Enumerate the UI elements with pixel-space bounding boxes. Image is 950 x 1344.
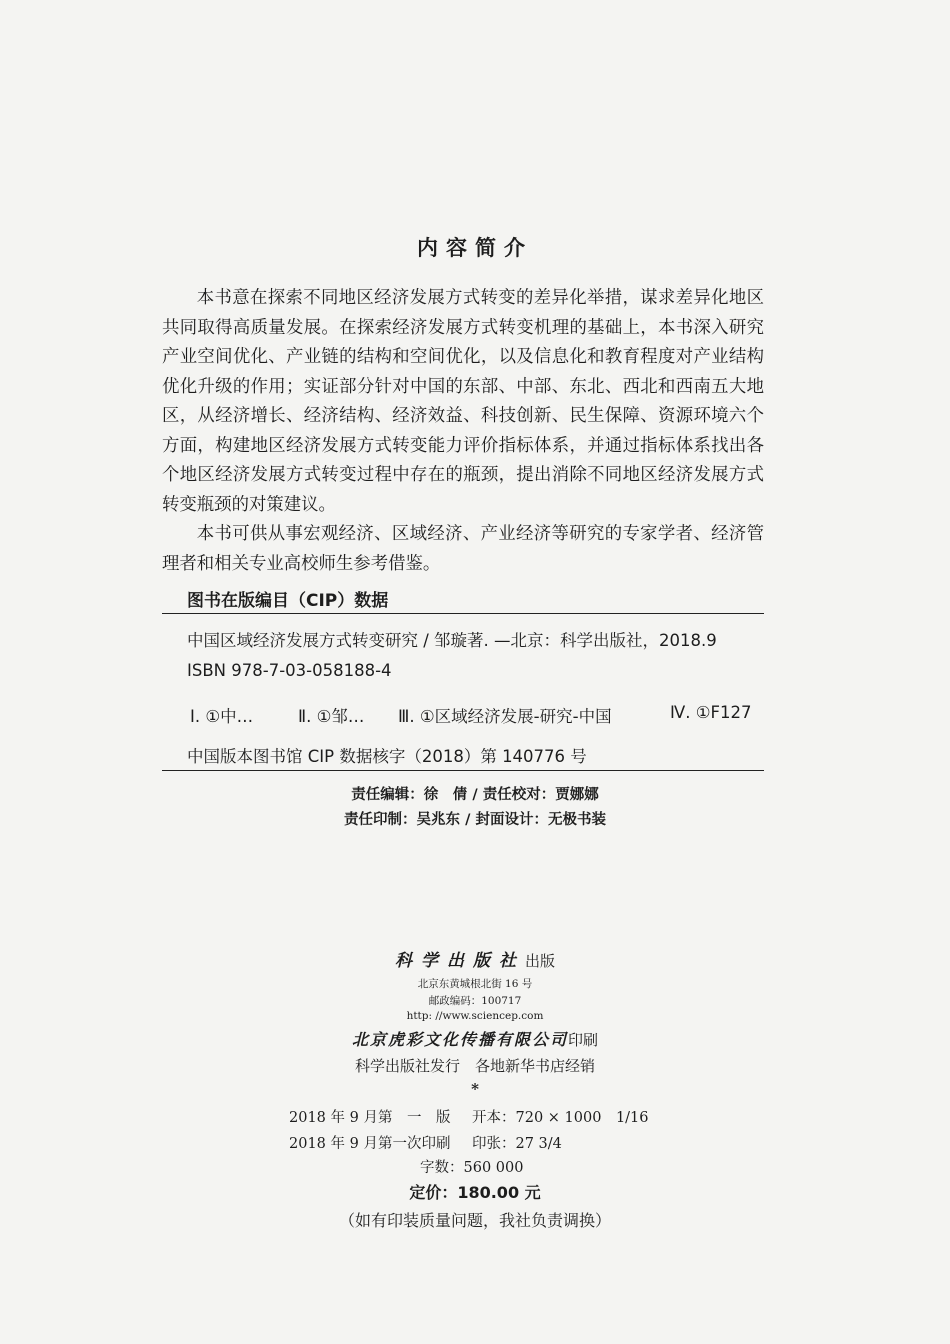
cip-class-3: Ⅲ. ①区域经济发展-研究-中国	[398, 707, 612, 726]
format: 开本：720 × 1000 1/16	[472, 1110, 649, 1126]
printer-line	[0, 1027, 950, 1050]
quality-notice: （如有印装质量问题，我社负责调换）	[338, 1211, 611, 1230]
editors-line-2: 责任印制：吴兆东 / 封面设计：无极书装	[344, 812, 606, 828]
cip-heading: 图书在版编目（CIP）数据	[187, 591, 389, 611]
cip-class-4: Ⅳ. ①F127	[670, 703, 752, 722]
cip-class-1: Ⅰ. ①中…	[190, 707, 254, 726]
printer-suffix: 印刷	[568, 1031, 599, 1049]
summary-body	[162, 284, 764, 579]
summary-title: 内容简介	[417, 236, 533, 260]
separator-asterisk: *	[471, 1080, 479, 1098]
printing: 2018 年 9 月第一次印刷	[289, 1136, 451, 1152]
price: 定价：180.00 元	[409, 1183, 541, 1202]
cip-top-rule	[162, 613, 764, 614]
publisher-website: http: //www.sciencep.com	[406, 1010, 544, 1022]
cip-bottom-rule	[162, 770, 764, 771]
publisher-suffix: 出版	[524, 952, 555, 970]
edition: 2018 年 9 月第 一 版	[289, 1110, 451, 1126]
distribution-line: 科学出版社发行 各地新华书店经销	[354, 1057, 595, 1075]
cip-approval: 中国版本图书馆 CIP 数据核字（2018）第 140776 号	[187, 747, 587, 766]
printer-name: 北京虎彩文化传播有限公司	[351, 1030, 568, 1049]
editors-line-1: 责任编辑：徐 倩 / 责任校对：贾娜娜	[351, 787, 599, 803]
summary-paragraph: 本书意在探索不同地区经济发展方式转变的差异化举措，谋求差异化地区共同取得高质量发展。在探索经济发展方式转变机理的基础上，本书深入研究产业空间优化、产业链的结构和空间优化，以及信息化和教育程度对产业结构优化升级的作用；实证部分针对中国的东部、中部、东北、西北和西南五大地区，从经济增长、经济结构、经济效益、科技创新、民生保障、资源环境六个方面，构建地区经济发展方式转变能力评价指标体系，并通过指标体系找出各个地区经济发展方式转变过程中存在的瓶颈，提出消除不同地区经济发展方式转变瓶颈的对策建议。	[162, 288, 764, 515]
sheets: 印张：27 3/4	[472, 1136, 562, 1152]
cip-record: 中国区域经济发展方式转变研究 / 邹璇著. —北京：科学出版社，2018.9	[187, 631, 717, 650]
publisher-name: 科学出版社	[394, 951, 525, 971]
cip-class-2: Ⅱ. ①邹…	[298, 707, 365, 726]
publisher-address: 北京东黄城根北街 16 号	[417, 978, 533, 990]
cip-isbn: ISBN 978-7-03-058188-4	[187, 661, 392, 680]
publisher-line	[0, 946, 950, 971]
word-count: 字数：560 000	[420, 1160, 524, 1176]
publisher-postcode: 邮政编码：100717	[428, 995, 522, 1007]
summary-paragraph: 本书可供从事宏观经济、区域经济、产业经济等研究的专家学者、经济管理者和相关专业高校师生参考借鉴。	[162, 524, 764, 574]
